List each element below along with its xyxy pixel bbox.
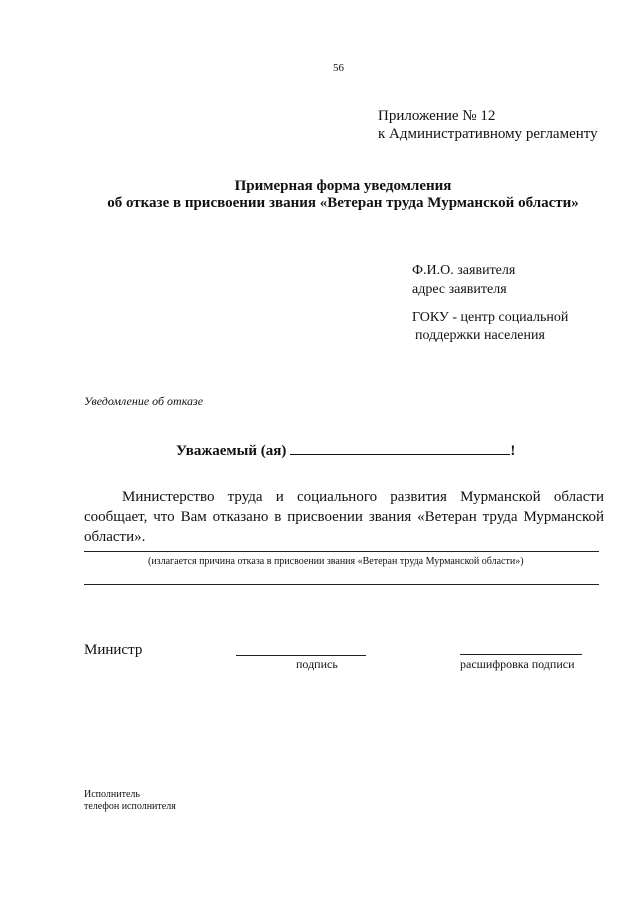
greeting-exclamation: ! [510,443,516,459]
signature-label: подпись [296,657,338,671]
appendix-line-2: к Административному регламенту [378,126,598,142]
page-number: 56 [333,62,344,74]
appendix-line-1: Приложение № 12 [378,108,496,124]
signature-decode-line [460,654,582,655]
recipient-address: адрес заявителя [412,282,507,297]
notice-body: Министерство труда и социального развития Мурманской области сообщает, что Вам отказано в присвоении звания «Ветеран труда Мурманской области». [84,489,604,545]
document-title-line-1: Примерная форма уведомления [234,178,452,194]
document-title-line-2: об отказе в присвоении звания «Ветеран труда Мурманской области» [107,195,579,211]
signer-role: Министр [84,642,143,658]
signature-decode-label: расшифровка подписи [460,657,575,671]
greeting-text: Уважаемый (ая) [176,443,287,459]
executor-label: Исполнитель [84,789,140,800]
reason-line-2 [84,584,599,585]
greeting [176,440,515,460]
reason-line-1 [84,551,599,552]
reason-hint: (излагается причина отказа в присвоении звания «Ветеран труда Мурманской области») [148,556,524,567]
executor-phone-label: телефон исполнителя [84,801,176,812]
recipient-org-line-2: поддержки населения [415,328,545,343]
recipient-name-blank [290,440,510,455]
recipient-org-line-1: ГОКУ - центр социальной [412,310,569,325]
signature-line [236,655,366,656]
notice-label: Уведомление об отказе [84,394,204,408]
recipient-fio: Ф.И.О. заявителя [412,263,516,278]
